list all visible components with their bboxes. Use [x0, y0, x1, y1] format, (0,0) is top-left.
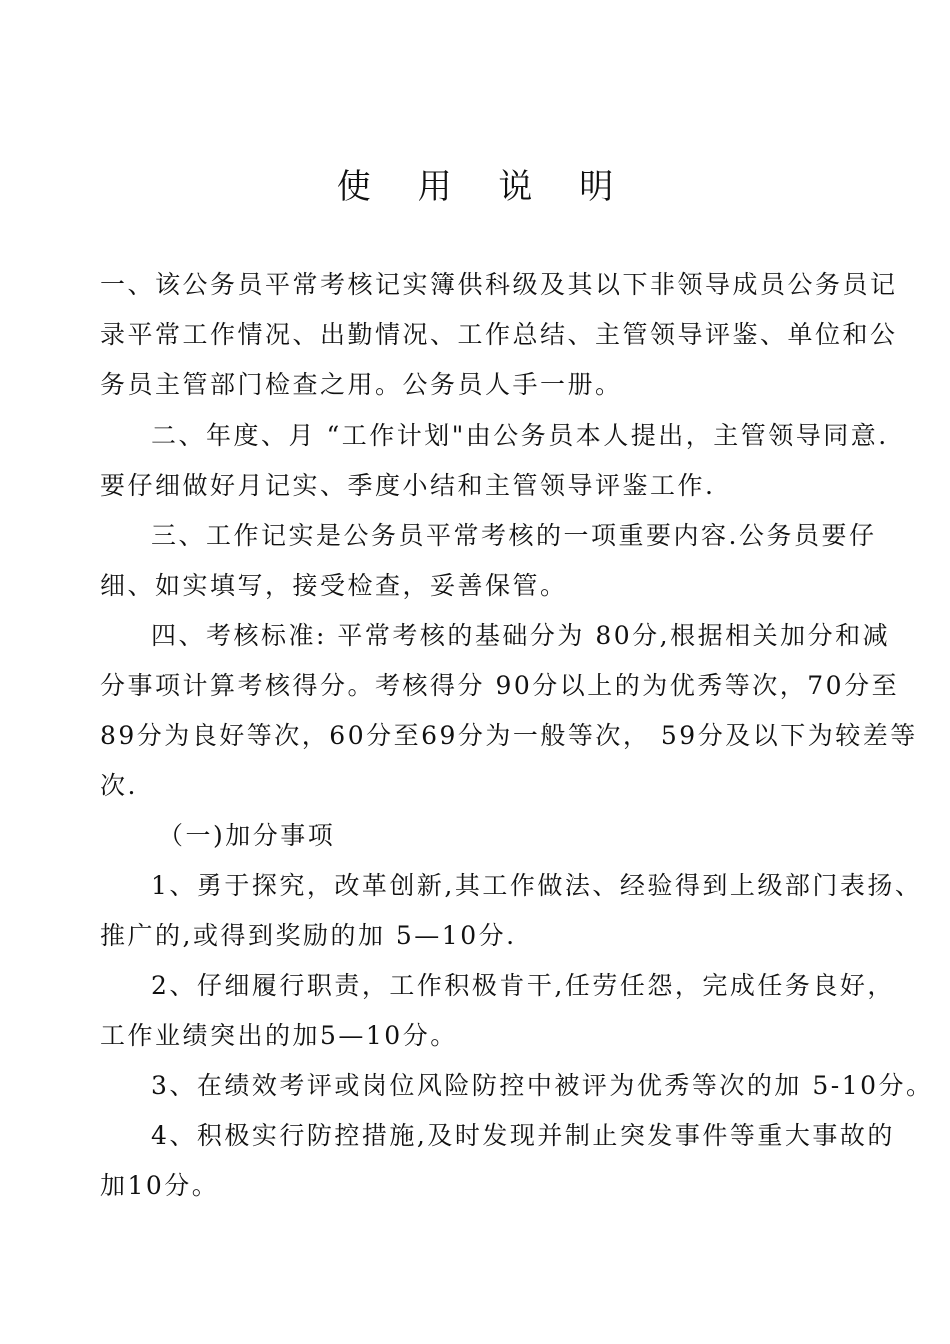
page-title: 使 用 说 明	[336, 167, 632, 207]
section-heading: （一)加分事项	[158, 821, 336, 850]
paragraph-line: 推广的,或得到奖励的加 5—10分.	[100, 921, 517, 950]
paragraph-line: 加10分。	[100, 1171, 220, 1200]
paragraph-line: 一、该公务员平常考核记实簿供科级及其以下非领导成员公务员记	[100, 270, 898, 299]
paragraph-line: 录平常工作情况、出勤情况、工作总结、主管领导评鉴、单位和公	[100, 320, 898, 349]
paragraph-line: 细、如实填写，接受检查，妥善保管。	[100, 571, 568, 600]
paragraph-line: 要仔细做好月记实、季度小结和主管领导评鉴工作.	[100, 471, 716, 500]
paragraph-line: 三、工作记实是公务员平常考核的一项重要内容.公务员要仔	[151, 521, 877, 550]
paragraph-line: 务员主管部门检查之用。公务员人手一册。	[100, 370, 623, 399]
paragraph-line: 分事项计算考核得分。考核得分 90分以上的为优秀等次，70分至	[100, 671, 900, 700]
paragraph-line: 工作业绩突出的加5—10分。	[100, 1021, 458, 1050]
paragraph-line: 89分为良好等次，60分至69分为一般等次， 59分及以下为较差等	[100, 721, 918, 750]
paragraph-line: 四、考核标准: 平常考核的基础分为 80分,根据相关加分和减	[151, 621, 891, 650]
paragraph-line: 3、在绩效考评或岗位风险防控中被评为优秀等次的加 5-10分。	[151, 1071, 934, 1100]
paragraph-line: 二、年度、月 “工作计划"由公务员本人提出，主管领导同意.	[151, 421, 889, 450]
paragraph-line: 2、仔细履行职责，工作积极肯干,任劳任怨，完成任务良好，	[151, 971, 895, 1000]
paragraph-line: 1、勇于探究，改革创新,其工作做法、经验得到上级部门表扬、	[151, 871, 923, 900]
paragraph-line: 4、积极实行防控措施,及时发现并制止突发事件等重大事故的	[151, 1121, 895, 1150]
paragraph-line: 次.	[100, 771, 138, 800]
